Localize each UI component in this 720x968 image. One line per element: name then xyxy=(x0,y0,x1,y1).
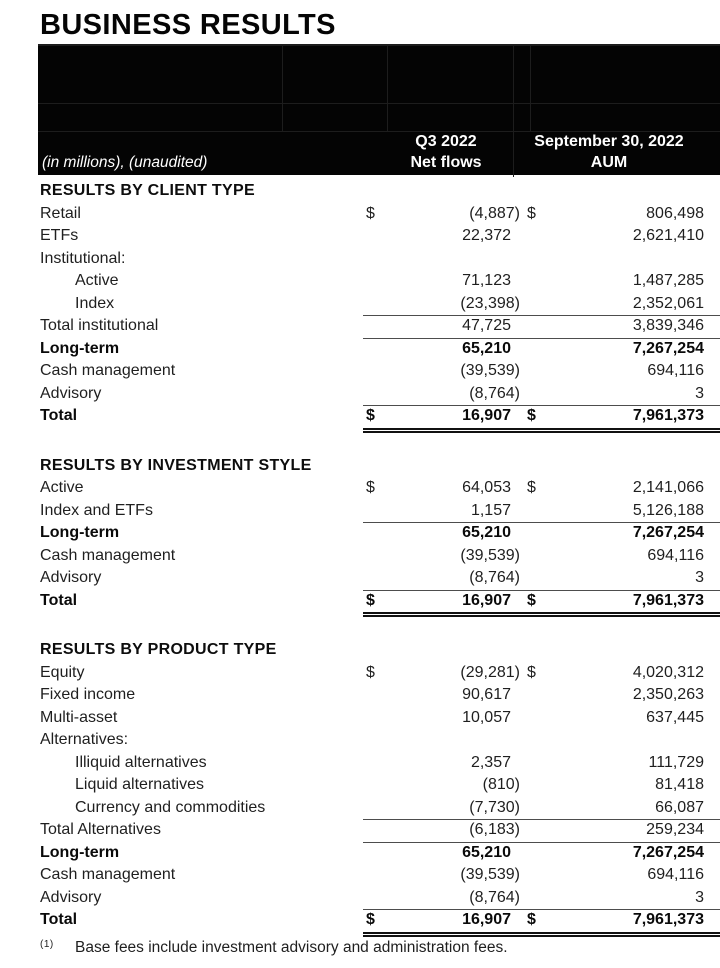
table-row xyxy=(38,797,720,820)
results-sections xyxy=(38,180,720,932)
net-flows-value: 22,372 xyxy=(462,227,511,244)
row-label: Long-term xyxy=(40,339,120,357)
aum-cell xyxy=(520,707,720,730)
header-gridline xyxy=(38,103,720,104)
table-row xyxy=(38,225,720,248)
net-flows-value: (39,539) xyxy=(460,546,520,564)
net-flows-cell xyxy=(363,864,520,887)
aum-cell xyxy=(520,590,720,618)
net-flows-cell xyxy=(363,225,520,248)
aum-cell xyxy=(520,293,720,317)
aum-cell xyxy=(520,887,720,911)
row-label: Active xyxy=(40,479,84,496)
aum-cell xyxy=(520,684,720,707)
net-flows-cell xyxy=(363,590,520,618)
table-row xyxy=(38,203,720,226)
row-label: Cash management xyxy=(40,866,176,883)
table-header-band xyxy=(38,44,720,175)
aum-value: 7,961,373 xyxy=(632,591,704,609)
net-flows-value: 90,617 xyxy=(462,686,511,703)
row-label: Currency and commodities xyxy=(75,798,266,816)
aum-value: 259,234 xyxy=(646,821,704,838)
aum-cell xyxy=(520,315,720,339)
aum-value: 694,116 xyxy=(647,362,704,379)
column-label-aum: AUM xyxy=(590,154,628,171)
net-flows-value: 10,057 xyxy=(462,708,511,726)
column-header-aum xyxy=(511,131,707,173)
column-header-net-flows xyxy=(366,131,526,173)
net-flows-cell xyxy=(363,500,520,524)
table-row xyxy=(38,864,720,887)
aum-cell xyxy=(520,203,720,226)
aum-value: 2,350,263 xyxy=(632,686,704,703)
table-row xyxy=(38,522,720,545)
aum-value: 81,418 xyxy=(655,776,704,793)
aum-cell xyxy=(520,774,720,797)
results-section xyxy=(38,455,720,613)
aum-cell xyxy=(520,360,720,383)
aum-cell xyxy=(520,662,720,685)
table-row xyxy=(38,707,720,730)
row-label: Total xyxy=(40,591,78,609)
aum-value: 7,961,373 xyxy=(632,407,704,424)
row-label: Total xyxy=(40,911,78,928)
results-table xyxy=(38,180,720,957)
row-label: Total institutional xyxy=(40,317,159,334)
row-label: Advisory xyxy=(40,888,102,906)
net-flows-cell xyxy=(363,909,520,937)
table-row xyxy=(38,383,720,406)
aum-value: 2,141,066 xyxy=(632,479,704,496)
aum-value: 3 xyxy=(695,384,704,402)
net-flows-value: (810) xyxy=(482,776,520,793)
table-row xyxy=(38,819,720,842)
net-flows-cell xyxy=(363,383,520,407)
units-caption: (in millions), (unaudited) xyxy=(42,154,208,171)
row-label: Total Alternatives xyxy=(40,821,161,838)
aum-cell xyxy=(520,225,720,248)
row-label: Advisory xyxy=(40,569,102,586)
row-label: Institutional: xyxy=(40,249,126,267)
table-row xyxy=(38,590,720,613)
aum-value: 4,020,312 xyxy=(632,663,704,681)
net-flows-cell xyxy=(363,684,520,707)
row-label: Equity xyxy=(40,663,85,681)
aum-value: 5,126,188 xyxy=(632,501,704,519)
dollar-sign: $ xyxy=(527,479,536,496)
footnote-marker: (1) xyxy=(40,938,54,950)
table-row xyxy=(38,684,720,707)
table-row xyxy=(38,909,720,932)
net-flows-value: 1,157 xyxy=(470,501,511,519)
row-label: Cash management xyxy=(40,362,176,379)
aum-cell xyxy=(520,545,720,568)
footnote xyxy=(38,939,720,957)
column-label-net-flows: Net flows xyxy=(410,154,482,171)
net-flows-value: 47,725 xyxy=(462,317,511,334)
row-label: Cash management xyxy=(40,546,176,564)
aum-value: 7,267,254 xyxy=(632,339,704,357)
aum-value: 1,487,285 xyxy=(632,272,704,289)
table-row xyxy=(38,315,720,338)
net-flows-value: (8,764) xyxy=(469,888,520,906)
aum-value: 637,445 xyxy=(646,708,704,726)
net-flows-cell xyxy=(363,752,520,775)
dollar-sign: $ xyxy=(366,911,375,928)
aum-value: 66,087 xyxy=(655,798,704,816)
results-section xyxy=(38,180,720,428)
net-flows-value: (7,730) xyxy=(469,798,520,816)
table-row xyxy=(38,405,720,428)
net-flows-cell xyxy=(363,842,520,865)
results-section xyxy=(38,639,720,932)
aum-cell xyxy=(520,522,720,545)
net-flows-cell xyxy=(363,248,520,271)
net-flows-value: 2,357 xyxy=(470,753,511,771)
row-label: Retail xyxy=(40,204,81,222)
net-flows-value: 64,053 xyxy=(462,479,511,496)
net-flows-cell xyxy=(363,887,520,911)
net-flows-cell xyxy=(363,567,520,591)
dollar-sign: $ xyxy=(527,663,536,681)
dollar-sign: $ xyxy=(527,407,536,424)
table-row xyxy=(38,752,720,775)
row-label: Fixed income xyxy=(40,686,136,703)
aum-cell xyxy=(520,752,720,775)
dollar-sign: $ xyxy=(366,204,375,222)
aum-cell xyxy=(520,842,720,865)
row-label: Multi-asset xyxy=(40,708,118,726)
table-row xyxy=(38,248,720,271)
net-flows-value: 65,210 xyxy=(462,339,511,357)
table-row xyxy=(38,293,720,316)
row-label: Index xyxy=(75,294,115,312)
row-label: Active xyxy=(75,272,119,289)
net-flows-cell xyxy=(363,360,520,383)
column-period-net-flows: Q3 2022 xyxy=(415,133,477,150)
table-row xyxy=(38,567,720,590)
dollar-sign: $ xyxy=(366,591,375,609)
table-row xyxy=(38,774,720,797)
net-flows-cell xyxy=(363,477,520,500)
aum-value: 3,839,346 xyxy=(632,317,704,334)
net-flows-value: (39,539) xyxy=(460,362,520,379)
aum-cell xyxy=(520,797,720,821)
section-header: RESULTS BY PRODUCT TYPE xyxy=(40,641,277,658)
aum-cell xyxy=(520,405,720,433)
row-label: Long-term xyxy=(40,524,120,541)
aum-value: 2,352,061 xyxy=(632,294,704,312)
table-row xyxy=(38,360,720,383)
net-flows-value: 16,907 xyxy=(462,407,511,424)
aum-cell xyxy=(520,477,720,500)
dollar-sign: $ xyxy=(527,204,536,222)
net-flows-cell xyxy=(363,545,520,568)
aum-value: 2,621,410 xyxy=(632,227,704,244)
net-flows-cell xyxy=(363,797,520,821)
aum-value: 3 xyxy=(695,569,704,586)
aum-cell xyxy=(520,270,720,293)
header-gridline xyxy=(387,46,388,131)
table-row xyxy=(38,270,720,293)
table-row xyxy=(38,545,720,568)
dollar-sign: $ xyxy=(527,911,536,928)
aum-cell xyxy=(520,729,720,752)
row-label: Total xyxy=(40,407,78,424)
net-flows-cell xyxy=(363,729,520,752)
section-header: RESULTS BY CLIENT TYPE xyxy=(40,182,255,199)
net-flows-value: (39,539) xyxy=(460,866,520,883)
footnote-text: Base fees include investment advisory and administration fees. xyxy=(75,938,508,956)
net-flows-cell xyxy=(363,774,520,797)
section-header: RESULTS BY INVESTMENT STYLE xyxy=(40,456,312,474)
net-flows-value: 16,907 xyxy=(462,911,511,928)
table-row xyxy=(38,842,720,865)
table-row xyxy=(38,500,720,523)
net-flows-cell xyxy=(363,338,520,361)
dollar-sign: $ xyxy=(366,479,375,496)
table-row xyxy=(38,729,720,752)
row-label: Index and ETFs xyxy=(40,501,153,519)
net-flows-value: (4,887) xyxy=(469,204,520,222)
aum-value: 3 xyxy=(695,888,704,906)
aum-value: 7,961,373 xyxy=(632,911,704,928)
dollar-sign: $ xyxy=(366,663,375,681)
aum-cell xyxy=(520,338,720,361)
row-label: ETFs xyxy=(40,227,79,244)
net-flows-cell xyxy=(363,522,520,545)
net-flows-value: 65,210 xyxy=(462,843,511,861)
header-gridline xyxy=(282,46,283,131)
table-row xyxy=(38,338,720,361)
net-flows-value: 71,123 xyxy=(462,272,511,289)
aum-cell xyxy=(520,248,720,271)
net-flows-cell xyxy=(363,662,520,685)
net-flows-value: 65,210 xyxy=(462,524,511,541)
aum-value: 806,498 xyxy=(646,204,704,222)
net-flows-value: (6,183) xyxy=(469,821,520,838)
net-flows-value: (29,281) xyxy=(460,663,520,681)
header-gridline xyxy=(530,46,531,131)
column-period-aum: September 30, 2022 xyxy=(534,133,684,150)
aum-cell xyxy=(520,567,720,591)
row-label: Advisory xyxy=(40,384,102,402)
row-label: Liquid alternatives xyxy=(75,776,204,793)
aum-cell xyxy=(520,864,720,887)
table-row xyxy=(38,662,720,685)
aum-cell xyxy=(520,819,720,843)
net-flows-cell xyxy=(363,293,520,317)
net-flows-value: (23,398) xyxy=(460,294,520,312)
aum-value: 694,116 xyxy=(647,866,704,883)
net-flows-cell xyxy=(363,315,520,339)
net-flows-value: (8,764) xyxy=(469,384,520,402)
net-flows-cell xyxy=(363,405,520,433)
net-flows-cell xyxy=(363,203,520,226)
aum-value: 7,267,254 xyxy=(632,843,704,861)
aum-cell xyxy=(520,500,720,524)
dollar-sign: $ xyxy=(527,591,536,609)
aum-cell xyxy=(520,909,720,937)
aum-value: 111,729 xyxy=(648,753,704,771)
net-flows-cell xyxy=(363,819,520,843)
aum-cell xyxy=(520,383,720,407)
page-title: BUSINESS RESULTS xyxy=(40,9,336,41)
table-row xyxy=(38,477,720,500)
row-label: Long-term xyxy=(40,843,120,861)
dollar-sign: $ xyxy=(366,407,375,424)
net-flows-cell xyxy=(363,707,520,730)
aum-value: 7,267,254 xyxy=(632,524,704,541)
net-flows-cell xyxy=(363,270,520,293)
row-label: Illiquid alternatives xyxy=(75,753,207,771)
row-label: Alternatives: xyxy=(40,731,129,748)
net-flows-value: (8,764) xyxy=(469,569,520,586)
table-row xyxy=(38,887,720,910)
net-flows-value: 16,907 xyxy=(462,591,511,609)
aum-value: 694,116 xyxy=(647,546,704,564)
